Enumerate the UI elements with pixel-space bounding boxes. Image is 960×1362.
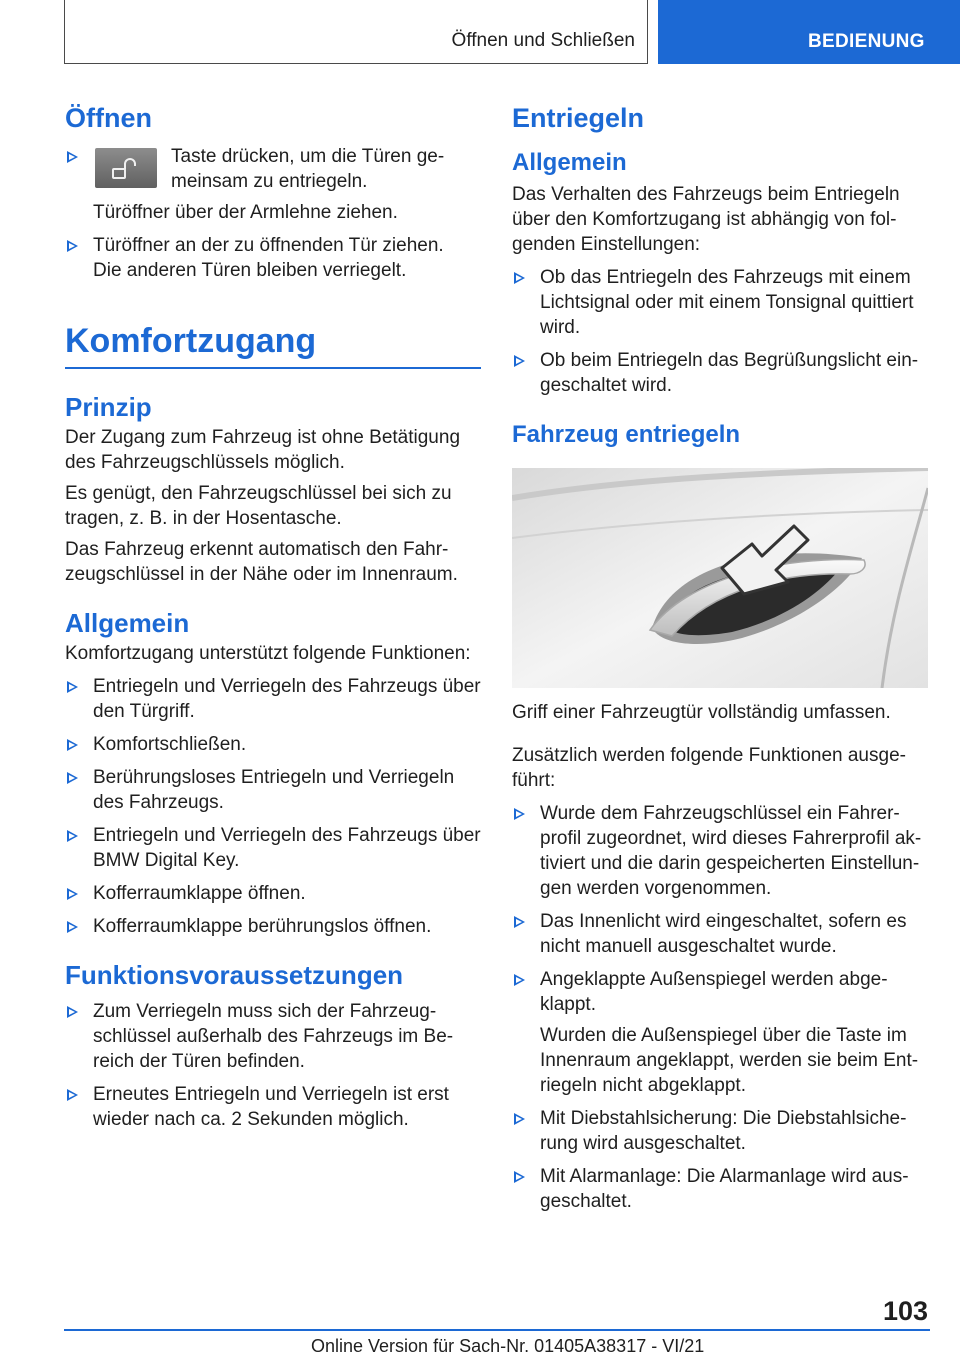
bullet-triangle-icon — [514, 272, 525, 284]
list-item: Mit Diebstahlsicherung: Die Diebstahlsiche-rung wird ausgeschaltet. — [512, 1106, 930, 1156]
item-subtext: Wurden die Außenspiegel über die Taste im Innenraum angeklappt, werden sie beim Ent-riegeln nicht abgeklappt. — [540, 1025, 919, 1096]
bullet-triangle-icon — [514, 355, 525, 367]
bullet-triangle-icon — [67, 921, 78, 933]
list-item: Wurde dem Fahrzeugschlüssel ein Fahrer-profil zugeordnet, wird dieses Fahrerprofil ak-tiviert und die darin gespeicherten Einstellun-gen werden vorgenommen. — [512, 801, 930, 901]
heading-funktionsvoraussetzungen: Funktionsvoraussetzungen — [65, 959, 404, 990]
bullet-triangle-icon — [67, 1089, 78, 1101]
list-item: Das Innenlicht wird eingeschaltet, sofern es nicht manuell ausgeschaltet wurde. — [512, 909, 930, 959]
heading-prinzip: Prinzip — [65, 391, 152, 422]
footer-text: Online Version für Sach-Nr. 01405A38317 - VI/21 — [311, 1336, 705, 1356]
list-item: Entriegeln und Verriegeln des Fahrzeugs über den Türgriff. — [65, 674, 481, 724]
header-section-box — [658, 0, 960, 64]
list-item — [65, 144, 481, 194]
heading-entriegeln: Entriegeln — [512, 103, 645, 133]
bullet-triangle-icon — [67, 739, 78, 751]
heading-allgemein-right: Allgemein — [512, 149, 627, 176]
item-subtext: Türöffner über der Armlehne ziehen. — [93, 202, 398, 223]
paragraph: Zusätzlich werden folgende Funktionen ausge-führt: — [512, 745, 906, 791]
heading-fahrzeug-entriegeln: Fahrzeug entriegeln — [512, 421, 741, 448]
header-chapter-box — [64, 0, 648, 64]
list-item: Zum Verriegeln muss sich der Fahrzeug-schlüssel außerhalb des Fahrzeugs im Be-reich der Türen befinden. — [65, 999, 481, 1074]
image-caption: Griff einer Fahrzeugtür vollständig umfassen. — [512, 702, 891, 723]
door-handle-image — [512, 468, 928, 688]
heading-komfortzugang: Komfortzugang — [65, 322, 317, 360]
section-title: BEDIENUNG — [808, 31, 925, 52]
door-handle-illustration — [512, 468, 928, 688]
paragraph: Komfortzugang unterstützt folgende Funktionen: — [65, 642, 471, 664]
heading-allgemein: Allgemein — [65, 607, 190, 638]
heading-oeffnen: Öffnen — [65, 103, 152, 133]
bullet-triangle-icon — [514, 974, 525, 986]
bullet-triangle-icon — [514, 1171, 525, 1183]
paragraph: Das Fahrzeug erkennt automatisch den Fahr-zeugschlüssel in der Nähe oder im Innenraum. — [65, 538, 458, 585]
bullet-triangle-icon — [67, 681, 78, 693]
bullet-triangle-icon — [67, 151, 78, 163]
paragraph: Das Verhalten des Fahrzeugs beim Entriegeln über den Komfortzugang ist abhängig von fol-genden Einstellungen: — [512, 184, 900, 255]
item-text: Taste drücken, um die Türen ge- — [171, 146, 445, 167]
list-item: Angeklappte Außenspiegel werden abge-klappt. — [512, 967, 930, 1017]
list-item: Kofferraumklappe öffnen. — [65, 881, 481, 906]
page-number: 103 — [882, 1296, 928, 1326]
paragraph: Der Zugang zum Fahrzeug ist ohne Betätigung des Fahrzeugschlüssels möglich. — [65, 426, 461, 473]
bullet-triangle-icon — [514, 808, 525, 820]
item-text: Die anderen Türen bleiben verriegelt. — [93, 260, 407, 281]
list-item: Entriegeln und Verriegeln des Fahrzeugs über BMW Digital Key. — [65, 823, 481, 873]
bullet-triangle-icon — [67, 240, 78, 252]
chapter-title: Öffnen und Schließen — [451, 30, 635, 51]
list-item: Ob beim Entriegeln das Begrüßungslicht ein-geschaltet wird. — [512, 348, 930, 398]
item-text: Türöffner an der zu öffnenden Tür ziehen. — [93, 235, 444, 256]
footer-rule — [64, 1329, 930, 1331]
list-item: Berührungsloses Entriegeln und Verriegeln des Fahrzeugs. — [65, 765, 481, 815]
bullet-triangle-icon — [514, 916, 525, 928]
list-item: Erneutes Entriegeln und Verriegeln ist erst wieder nach ca. 2 Sekunden möglich. — [65, 1082, 481, 1132]
bullet-triangle-icon — [67, 888, 78, 900]
bullet-triangle-icon — [67, 830, 78, 842]
bullet-triangle-icon — [67, 772, 78, 784]
list-item: Ob das Entriegeln des Fahrzeugs mit einem Lichtsignal oder mit einem Tonsignal quittiert wird. — [512, 265, 930, 340]
heading-rule — [65, 367, 481, 369]
list-item: Mit Alarmanlage: Die Alarmanlage wird aus-geschaltet. — [512, 1164, 930, 1214]
bullet-triangle-icon — [514, 1113, 525, 1125]
list-item — [65, 233, 481, 283]
bullet-triangle-icon — [67, 1006, 78, 1018]
unlock-icon — [95, 148, 157, 188]
list-item: Kofferraumklappe berührungslos öffnen. — [65, 914, 481, 939]
paragraph: Es genügt, den Fahrzeugschlüssel bei sich zu tragen, z. B. in der Hosentasche. — [65, 482, 452, 529]
right-column — [512, 96, 930, 1214]
list-item: Komfortschließen. — [65, 732, 481, 757]
item-text: meinsam zu entriegeln. — [171, 171, 368, 192]
left-column — [65, 96, 481, 1132]
unlock-button-icon — [95, 148, 157, 188]
